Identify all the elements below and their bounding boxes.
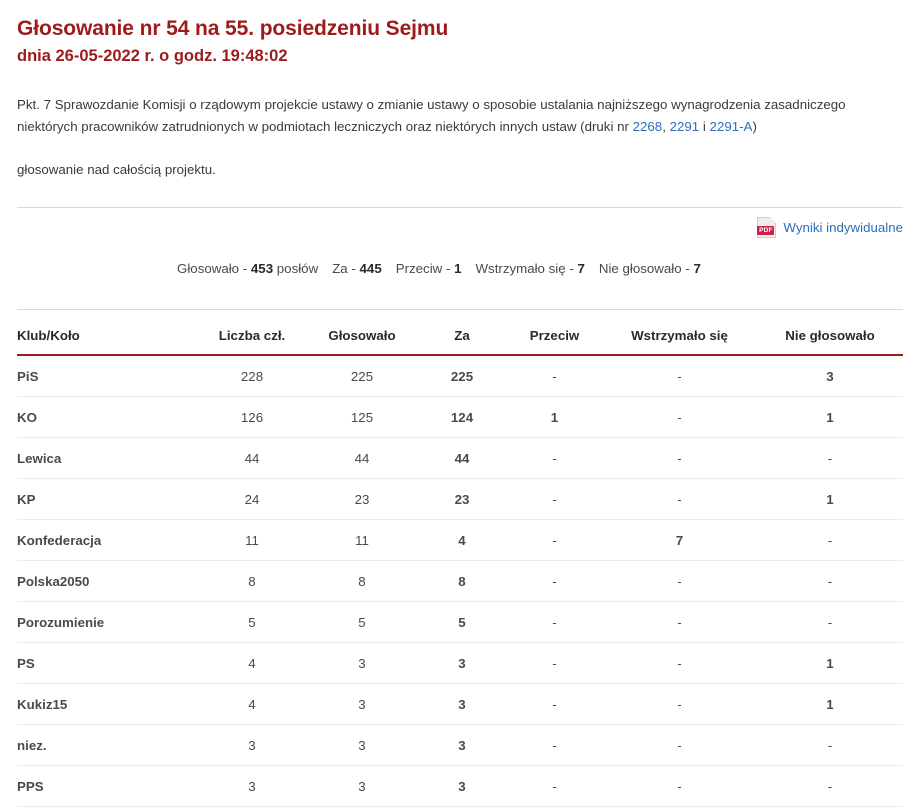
- cell-novote: 1: [757, 684, 903, 725]
- cell-against: -: [507, 766, 602, 807]
- vote-summary-row: [17, 261, 903, 287]
- cell-club: Konfederacja: [17, 520, 197, 561]
- cell-for: 3: [417, 643, 507, 684]
- cell-club: niez.: [17, 725, 197, 766]
- cell-club: Kukiz15: [17, 684, 197, 725]
- summary-against-label: Przeciw -: [395, 261, 455, 276]
- cell-novote: 1: [757, 643, 903, 684]
- cell-for: 225: [417, 355, 507, 397]
- cell-novote: 3: [757, 355, 903, 397]
- cell-voted: 44: [307, 438, 417, 479]
- table-row: [17, 397, 903, 438]
- cell-voted: 3: [307, 766, 417, 807]
- cell-for: 124: [417, 397, 507, 438]
- cell-against: -: [507, 684, 602, 725]
- cell-voted: 8: [307, 561, 417, 602]
- cell-club: Polska2050: [17, 561, 197, 602]
- table-header-row: [17, 324, 903, 355]
- cell-club: PiS: [17, 355, 197, 397]
- table-row: [17, 766, 903, 807]
- table-row: [17, 602, 903, 643]
- individual-results-row: [17, 208, 903, 261]
- cell-voted: 3: [307, 684, 417, 725]
- cell-novote: 1: [757, 479, 903, 520]
- column-header-for: Za: [417, 324, 507, 355]
- table-row: [17, 479, 903, 520]
- page-title: Głosowanie nr 54 na 55. posiedzeniu Sejmu: [17, 17, 449, 40]
- cell-abstain: -: [602, 602, 757, 643]
- cell-novote: -: [757, 438, 903, 479]
- table-row: [17, 643, 903, 684]
- cell-club: KP: [17, 479, 197, 520]
- cell-novote: 1: [757, 397, 903, 438]
- table-row: [17, 725, 903, 766]
- cell-members: 24: [197, 479, 307, 520]
- cell-voted: 3: [307, 725, 417, 766]
- cell-voted: 125: [307, 397, 417, 438]
- column-header-abstain: Wstrzymało się: [602, 324, 757, 355]
- cell-against: -: [507, 479, 602, 520]
- cell-club: PPS: [17, 766, 197, 807]
- cell-against: -: [507, 602, 602, 643]
- cell-voted: 225: [307, 355, 417, 397]
- cell-novote: -: [757, 561, 903, 602]
- cell-against: 1: [507, 397, 602, 438]
- summary-voted-value: 453: [250, 261, 274, 276]
- table-row: [17, 438, 903, 479]
- cell-for: 4: [417, 520, 507, 561]
- page-header: [17, 0, 903, 68]
- cell-for: 8: [417, 561, 507, 602]
- individual-results-link[interactable]: [757, 217, 903, 238]
- cell-against: -: [507, 355, 602, 397]
- cell-abstain: -: [602, 397, 757, 438]
- table-row: [17, 684, 903, 725]
- cell-members: 11: [197, 520, 307, 561]
- cell-for: 3: [417, 725, 507, 766]
- description-separator-2: i: [699, 119, 710, 134]
- summary-for-label: Za -: [332, 261, 360, 276]
- cell-for: 3: [417, 684, 507, 725]
- cell-club: Lewica: [17, 438, 197, 479]
- table-row: [17, 355, 903, 397]
- cell-for: 44: [417, 438, 507, 479]
- print-link-2268[interactable]: 2268: [632, 119, 663, 134]
- club-results-table: [17, 324, 903, 807]
- cell-voted: 5: [307, 602, 417, 643]
- summary-voted-label: Głosowało -: [177, 261, 251, 276]
- cell-against: -: [507, 725, 602, 766]
- cell-novote: -: [757, 766, 903, 807]
- column-header-against: Przeciw: [507, 324, 602, 355]
- cell-for: 3: [417, 766, 507, 807]
- summary-voted: [177, 261, 318, 276]
- summary-against: [396, 261, 462, 276]
- cell-members: 44: [197, 438, 307, 479]
- pdf-icon-label: PDF: [759, 227, 773, 234]
- table-row: [17, 520, 903, 561]
- cell-abstain: -: [602, 725, 757, 766]
- cell-voted: 11: [307, 520, 417, 561]
- cell-abstain: -: [602, 643, 757, 684]
- column-header-novote: Nie głosowało: [757, 324, 903, 355]
- summary-against-value: 1: [454, 261, 462, 276]
- print-link-2291[interactable]: 2291: [669, 119, 700, 134]
- divider-bottom: [17, 309, 903, 310]
- cell-abstain: -: [602, 438, 757, 479]
- cell-members: 3: [197, 766, 307, 807]
- print-link-2291-A[interactable]: 2291-A: [709, 119, 753, 134]
- cell-against: -: [507, 643, 602, 684]
- cell-abstain: -: [602, 766, 757, 807]
- cell-members: 4: [197, 684, 307, 725]
- summary-voted-suffix: posłów: [273, 261, 319, 276]
- description-text-end: ): [752, 119, 757, 134]
- summary-abstain-value: 7: [577, 261, 585, 276]
- cell-novote: -: [757, 520, 903, 561]
- cell-members: 228: [197, 355, 307, 397]
- cell-against: -: [507, 438, 602, 479]
- summary-for: [332, 261, 382, 276]
- cell-for: 5: [417, 602, 507, 643]
- summary-abstain: [476, 261, 585, 276]
- summary-novote: [599, 261, 701, 276]
- cell-against: -: [507, 561, 602, 602]
- cell-club: PS: [17, 643, 197, 684]
- cell-novote: -: [757, 602, 903, 643]
- page-subtitle: dnia 26-05-2022 r. o godz. 19:48:02: [17, 47, 288, 65]
- cell-voted: 23: [307, 479, 417, 520]
- cell-voted: 3: [307, 643, 417, 684]
- cell-members: 8: [197, 561, 307, 602]
- vote-description: [17, 94, 897, 138]
- individual-results-label: Wyniki indywidualne: [783, 220, 903, 235]
- summary-for-value: 445: [359, 261, 382, 276]
- column-header-voted: Głosowało: [307, 324, 417, 355]
- cell-members: 4: [197, 643, 307, 684]
- summary-abstain-label: Wstrzymało się -: [475, 261, 578, 276]
- description-separator-1: ,: [662, 119, 670, 134]
- column-header-members: Liczba czł.: [197, 324, 307, 355]
- description-text: Pkt. 7 Sprawozdanie Komisji o rządowym projekcie ustawy o zmianie ustawy o sposobie ustalania najniższego wynagrodzenia zasadniczego niektórych pracowników zatrudnionych w podmiotach leczniczych oraz niektórych innych ustaw (druki nr: [17, 97, 846, 134]
- cell-abstain: -: [602, 561, 757, 602]
- cell-abstain: 7: [602, 520, 757, 561]
- cell-abstain: -: [602, 684, 757, 725]
- table-row: [17, 561, 903, 602]
- cell-for: 23: [417, 479, 507, 520]
- table-body: [17, 355, 903, 807]
- cell-members: 3: [197, 725, 307, 766]
- cell-members: 5: [197, 602, 307, 643]
- summary-novote-value: 7: [693, 261, 701, 276]
- cell-abstain: -: [602, 355, 757, 397]
- table-head: [17, 324, 903, 355]
- vote-subject: głosowanie nad całością projektu.: [17, 162, 216, 177]
- cell-against: -: [507, 520, 602, 561]
- cell-club: Porozumienie: [17, 602, 197, 643]
- pdf-icon: [757, 217, 776, 238]
- cell-abstain: -: [602, 479, 757, 520]
- summary-spacer: [17, 287, 903, 309]
- cell-novote: -: [757, 725, 903, 766]
- column-header-club: Klub/Koło: [17, 324, 197, 355]
- vote-summary: [177, 261, 701, 276]
- cell-club: KO: [17, 397, 197, 438]
- cell-members: 126: [197, 397, 307, 438]
- summary-novote-label: Nie głosowało -: [598, 261, 694, 276]
